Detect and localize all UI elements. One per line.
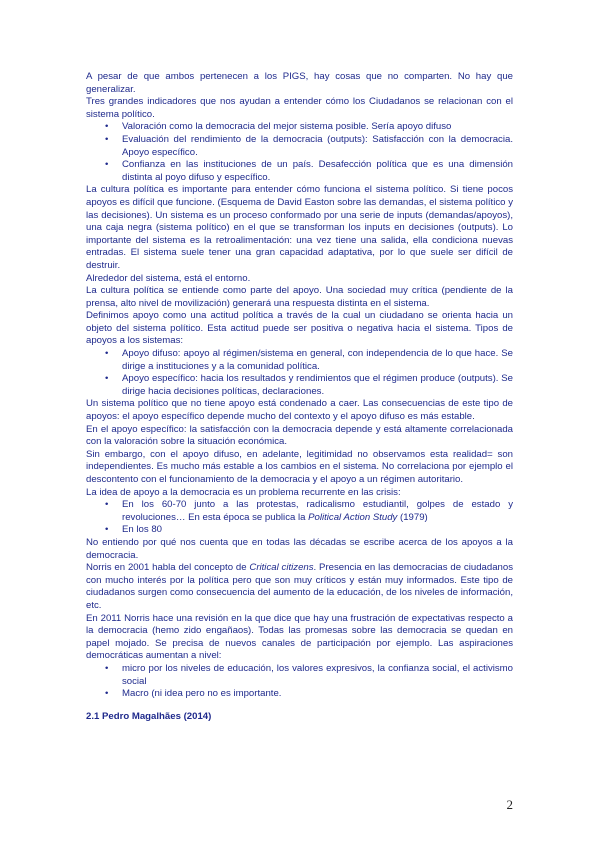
list-item: • Macro (ni idea pero no es importante. xyxy=(122,688,513,701)
paragraph-political-culture: La cultura política es importante para entender cómo funciona el sistema político. Si tiene pocos apoyos es difícil que funcione. (Esquema de David Easton sobre las demandas, el sistema político y las decisiones). Un sistema es un proceso conformado por una serie de inputs (demandas/apoyos), una caja negra (sistema político) en el que se transforman los inputs en decisiones (outputs). Lo importante del sistema es la retroalimentación: una vez tiene una salida, ella condiciona nuevas entradas. El sistema suele tener una gran capacidad adaptativa, por lo que suele ser difícil de destruir. xyxy=(86,184,513,271)
list-item: • Apoyo específico: hacia los resultados y rendimientos que el régimen produce (outputs). Se dirige hacia decisiones políticas, declaraciones. xyxy=(122,373,513,398)
norris-text-end: . Presencia en las democracias de ciudadanos con mucho interés por la política pero que son muy críticos y están muy informados. Este tipo de ciudadanos surgen como consecuencia del aumento de la educación, de los niveles de información, etc. xyxy=(86,562,513,611)
paragraph-culture-support: La cultura política se entiende como parte del apoyo. Una sociedad muy crítica (pendiente de la prensa, alto nivel de movilización) generará una respuesta distinta en el sistema. xyxy=(86,285,513,309)
list-item: • En los 80 xyxy=(122,524,513,537)
aspirations-list xyxy=(86,663,513,701)
paragraph-norris-2011: En 2011 Norris hace una revisión en la que dice que hay una frustración de expectativas respecto a la democracia (hemo zido engañaos). Todas las promesas sobre las democracia se quedan en papel mojado. Se precisa de nuevos canales de participación por ejemplo. Las aspiraciones democráticas aumentan a nivel: xyxy=(86,612,513,662)
book-title: Political Action Study xyxy=(308,511,398,523)
concept-title: Critical citizens xyxy=(249,562,314,574)
list-item: • micro por los niveles de educación, los valores expresivos, la confianza social, el activismo social xyxy=(122,663,513,688)
paragraph-norris-2001 xyxy=(86,562,513,612)
list-item: • Confianza en las instituciones de un país. Desafección política que es una dimensión distinta al poyo difuso y específico. xyxy=(122,159,513,184)
list-item: • Apoyo difuso: apoyo al régimen/sistema en general, con independencia de lo que hace. Se dirige a instituciones y a la comunidad política. xyxy=(122,348,513,373)
paragraph-decades-note: No entiendo por qué nos cuenta que en todas las décadas se escribe acerca de los apoyos a la democracia. xyxy=(86,536,513,561)
list-item-tail: (1979) xyxy=(397,511,428,523)
indicators-list xyxy=(86,121,513,184)
paragraph-support-definition: Definimos apoyo como una actitud política a través de la cual un ciudadano se orienta hacia un objeto del sistema político. Esta actitud puede ser positiva o negativa hacia el sistema. Tipos de apoyos a los sistemas: xyxy=(86,310,513,347)
norris-text-start: Norris en 2001 habla del concepto de xyxy=(86,562,250,574)
paragraph-specific-support: En el apoyo específico: la satisfacción con la democracia depende y está altamente correlacionada con la valoración sobre la situación económica. xyxy=(86,423,513,448)
list-item-text: En los 60-70 junto a las protestas, radicalismo estudiantil, golpes de estado y revoluciones… En esta época se publica la xyxy=(122,499,513,523)
paragraph-environment: Alrededor del sistema, está el entorno. xyxy=(86,272,251,284)
list-item: • Valoración como la democracia del mejor sistema posible. Sería apoyo difuso xyxy=(122,121,513,134)
list-item xyxy=(122,499,513,524)
paragraph-diffuse-support: Sin embargo, con el apoyo difuso, en adelante, legitimidad no observamos esta realidad= son independientes. Es mucho más estable a los cambios en el sistema. No correlaciona por ejemplo el descontento con el funcionamiento de la democracia y el apoyo a un régimen autoritario. xyxy=(86,448,513,485)
support-types-list xyxy=(86,348,513,398)
paragraph-pigs: A pesar de que ambos pertenecen a los PIGS, hay cosas que no comparten. No hay que generalizar. xyxy=(86,71,513,95)
crisis-list xyxy=(86,499,513,537)
list-item: • Evaluación del rendimiento de la democracia (outputs): Satisfacción con la democracia. Apoyo específico. xyxy=(122,134,513,159)
page-number: 2 xyxy=(506,797,513,812)
section-heading: 2.1 Pedro Magalhães (2014) xyxy=(86,710,212,722)
paragraph-system-collapse: Un sistema político que no tiene apoyo está condenado a caer. Las consecuencias de este tipo de apoyos: el apoyo específico depende mucho del contexto y el apoyo difuso es más estable. xyxy=(86,398,513,423)
paragraph-crisis-intro: La idea de apoyo a la democracia es un problema recurrente en las crisis: xyxy=(86,486,401,498)
paragraph-indicators-intro: Tres grandes indicadores que nos ayudan a entender cómo los Ciudadanos se relacionan con el sistema político. xyxy=(86,96,513,120)
